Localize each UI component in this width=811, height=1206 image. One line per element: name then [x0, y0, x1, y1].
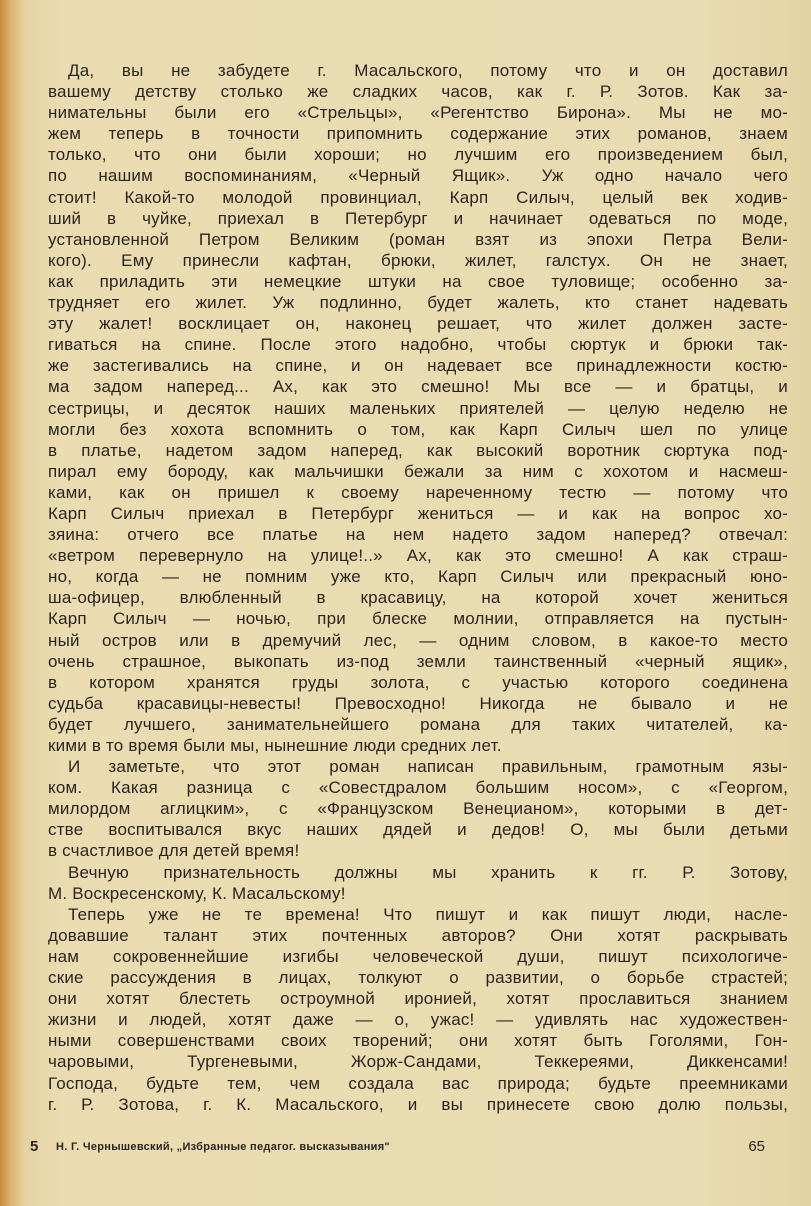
text-line: зяина: отчего все платье на нем надето задом наперед? отвечал:: [48, 525, 788, 545]
text-line: же застегивались на спине, и он надевает все принадлежности костю-: [48, 356, 788, 376]
text-line: сестрицы, и десяток наших маленьких приятелей — целую неделю не: [48, 398, 788, 418]
signature-mark: 5: [30, 1138, 39, 1155]
text-line: ками, как он пришел к своему нареченному тестю — потому что: [48, 482, 788, 502]
text-line: Теперь уже не те времена! Что пишут и как пишут люди, насле-: [68, 904, 788, 924]
text-line: в котором хранятся груды золота, с участью которого соединена: [48, 672, 788, 692]
page-number: 65: [748, 1138, 765, 1155]
text-line: ный остров или в дремучий лес, — одним словом, в какое-то место: [48, 630, 788, 650]
text-line: Карп Силыч — ночью, при блеске молнии, отправляется на пустын-: [48, 609, 788, 629]
text-line: в счастливое для детей время!: [48, 841, 300, 861]
text-line: эту жалет! восклицает он, наконец решает, что жилет должен засте-: [48, 314, 788, 334]
running-footer-title: Н. Г. Чернышевский, „Избранные педагог. высказывания": [56, 1141, 390, 1153]
text-line: нимательны были его «Стрельцы», «Регентство Бирона». Мы не мо-: [48, 103, 788, 123]
text-line: нам сокровеннейшие изгибы человеческой души, пишут психологиче-: [48, 946, 788, 966]
text-line: Вечную признательность должны мы хранить к гг. Р. Зотову,: [68, 862, 788, 882]
text-line: г. Р. Зотова, г. К. Масальского, и вы принесете свою долю пользы,: [48, 1094, 788, 1114]
text-line: судьба красавицы-невесты! Превосходно! Никогда не бывало и не: [48, 693, 788, 713]
text-line: будет лучшего, занимательнейшего романа для таких читателей, ка-: [48, 714, 788, 734]
paragraph: [48, 904, 788, 1115]
text-line: очень страшное, выкопать из-под земли таинственный «черный ящик»,: [48, 651, 788, 671]
page-footer: [30, 1140, 765, 1160]
text-line: могли без хохота вспомнить о том, как Карп Силыч шел по улице: [48, 419, 788, 439]
page-body-text: [48, 60, 788, 1115]
text-line: гиваться на спине. После этого надобно, чтобы сюртук и брюки так-: [48, 335, 788, 355]
text-line: ские рассуждения в лицах, толкуют о развитии, о борьбе страстей;: [48, 968, 788, 988]
text-line: вашему детству столько же сладких часов, как г. Р. Зотов. Как за-: [48, 82, 788, 102]
text-line: ший в чуйке, приехал в Петербург и начинает одеваться по моде,: [48, 208, 788, 228]
text-line: ными совершенствами своих творений; они хотят быть Гоголями, Гон-: [48, 1031, 788, 1051]
text-line: М. Воскресенскому, К. Масальскому!: [48, 883, 346, 903]
text-line: пирал ему бороду, как мальчишки бежали за ним с хохотом и насмеш-: [48, 461, 788, 481]
text-line: стоит! Какой-то молодой провинциал, Карп Силыч, целый век ходив-: [48, 187, 788, 207]
text-line: в платье, надетом задом наперед, как высокий воротник сюртука под-: [48, 440, 788, 460]
text-line: довавшие талант этих почтенных авторов? Они хотят раскрывать: [48, 925, 788, 945]
paragraph: [48, 60, 788, 756]
text-line: стве воспитывался вкус наших дядей и дедов! О, мы были детьми: [48, 820, 788, 840]
text-line: по нашим воспоминаниям, «Черный Ящик». Уж одно начало чего: [48, 166, 788, 186]
text-line: трудняет его жилет. Уж подлинно, будет жалеть, кто станет надевать: [48, 293, 788, 313]
text-line: ма задом наперед... Ах, как это смешно! Мы все — и братцы, и: [48, 377, 788, 397]
text-line: Да, вы не забудете г. Масальского, потому что и он доставил: [68, 61, 788, 80]
text-line: чаровыми, Тургеневыми, Жорж-Сандами, Теккереями, Диккенсами!: [48, 1052, 788, 1072]
text-line: жизни и людей, хотят даже — о, ужас! — удивлять нас художествен-: [48, 1010, 788, 1030]
text-line: они хотят блестеть остроумной иронией, хотят прославиться знанием: [48, 989, 788, 1009]
text-line: Карп Силыч приехал в Петербург жениться — и как на вопрос хо-: [48, 503, 788, 523]
text-line: «ветром перевернуло на улице!..» Ах, как это смешно! А как страш-: [48, 546, 788, 566]
text-line: как приладить эти немецкие штуки на свое туловище; особенно за-: [48, 271, 788, 291]
text-line: только, что они были хороши; но лучшим его произведением был,: [48, 145, 788, 165]
text-line: но, когда — не помним уже кто, Карп Силыч или прекрасный юно-: [48, 567, 788, 587]
text-line: кими в то время были мы, нынешние люди средних лет.: [48, 736, 502, 755]
text-line: И заметьте, что этот роман написан правильным, грамотным язы-: [68, 757, 788, 777]
paragraph: [48, 862, 788, 904]
text-line: ша-офицер, влюбленный в красавицу, на которой хочет жениться: [48, 588, 788, 608]
text-line: жем теперь в точности припомнить содержание этих романов, знаем: [48, 124, 788, 144]
paragraph: [48, 756, 788, 861]
text-line: кого). Ему принесли кафтан, брюки, жилет, галстух. Он не знает,: [48, 250, 788, 270]
text-line: ком. Какая разница с «Совестдралом большим носом», с «Георгом,: [48, 778, 788, 798]
text-line: установленной Петром Великим (роман взят из эпохи Петра Вели-: [48, 229, 788, 249]
text-line: Господа, будьте тем, чем создала вас природа; будьте преемниками: [48, 1073, 788, 1093]
text-line: милордом аглицким», с «Французском Венецианом», которыми в дет-: [48, 799, 788, 819]
